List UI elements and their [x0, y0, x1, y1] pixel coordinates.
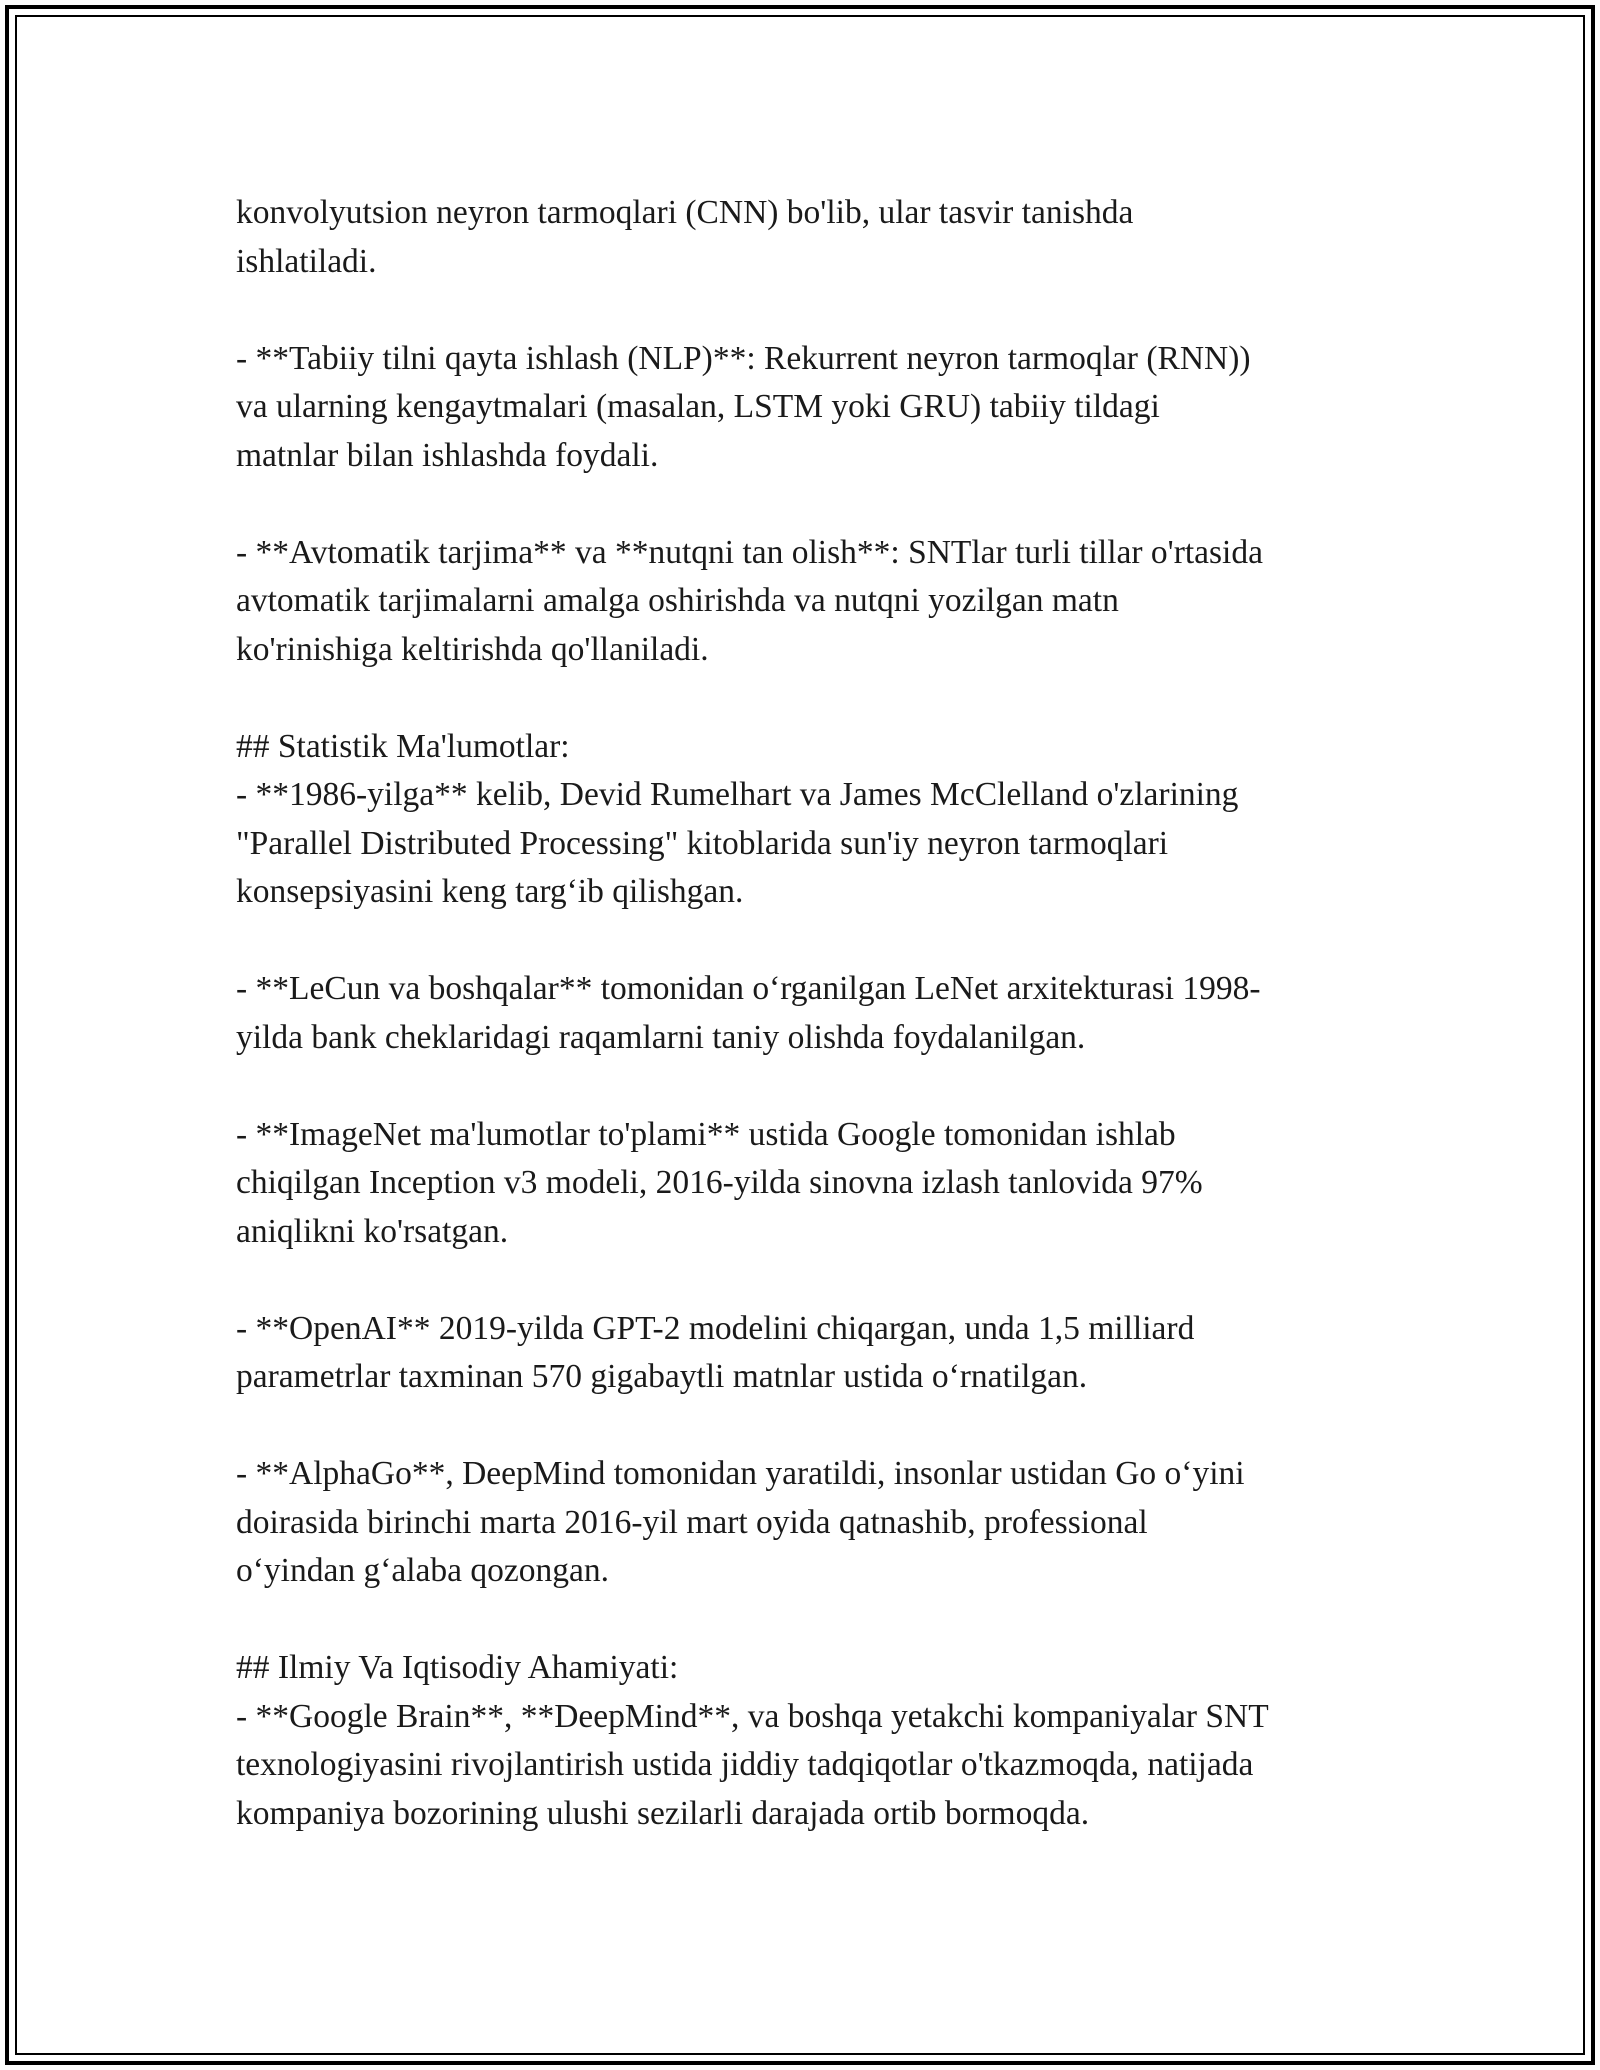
text-line: va ularning kengaytmalari (masalan, LSTM yoki GRU) tabiiy tildagi: [236, 388, 1160, 425]
section-heading: ## Ilmiy Va Iqtisodiy Ahamiyati:: [236, 1649, 679, 1686]
text-line: - **Tabiiy tilni qayta ishlash (NLP)**: Rekurrent neyron tarmoqlar (RNN)): [236, 339, 1251, 377]
text-line: - **OpenAI** 2019-yilda GPT-2 modelini chiqargan, unda 1,5 milliard: [236, 1309, 1195, 1347]
text-line: "Parallel Distributed Processing" kitoblarida sun'iy neyron tarmoqlari: [236, 824, 1169, 862]
list-item-lecun: [236, 965, 1376, 1062]
text-line: - **Avtomatik tarjima** va **nutqni tan olish**: SNTlar turli tillar o'rtasida: [236, 533, 1263, 571]
text-line: doirasida birinchi marta 2016-yil mart oyida qatnashib, professional: [236, 1503, 1148, 1541]
list-item-imagenet: [236, 1111, 1376, 1257]
text-line: yilda bank cheklaridagi raqamlarni taniy olishda foydalanilgan.: [236, 1018, 1086, 1056]
text-line: kompaniya bozorining ulushi sezilarli darajada ortib bormoqda.: [236, 1794, 1090, 1832]
document-body: [236, 189, 1376, 1838]
section-scientific-economic: [236, 1644, 1376, 1838]
text-line: aniqlikni ko'rsatgan.: [236, 1212, 509, 1250]
list-item-nlp: [236, 335, 1376, 481]
text-line: matnlar bilan ishlashda foydali.: [236, 436, 659, 474]
list-item-alphago: [236, 1450, 1376, 1596]
text-line: - **LeCun va boshqalar** tomonidan o‘rganilgan LeNet arxitekturasi 1998-: [236, 970, 1261, 1007]
text-line: chiqilgan Inception v3 modeli, 2016-yilda sinovna izlash tanlovida 97%: [236, 1164, 1203, 1201]
text-line: parametrlar taxminan 570 gigabaytli matnlar ustida o‘rnatilgan.: [236, 1358, 1088, 1395]
text-line: texnologiyasini rivojlantirish ustida jiddiy tadqiqotlar o'tkazmoqda, natijada: [236, 1746, 1254, 1783]
section-heading: ## Statistik Ma'lumotlar:: [236, 727, 570, 765]
text-line: - **1986-yilga** kelib, Devid Rumelhart va James McClelland o'zlarining: [236, 776, 1239, 813]
text-line: konsepsiyasini keng targ‘ib qilishgan.: [236, 873, 744, 910]
text-line: - **Google Brain**, **DeepMind**, va boshqa yetakchi kompaniyalar SNT: [236, 1697, 1269, 1735]
paragraph-cnn: [236, 189, 1376, 286]
text-line: - **ImageNet ma'lumotlar to'plami** ustida Google tomonidan ishlab: [236, 1115, 1176, 1153]
text-line: ko'rinishiga keltirishda qo'llaniladi.: [236, 630, 709, 668]
text-line: o‘yindan g‘alaba qozongan.: [236, 1552, 610, 1589]
list-item-openai: [236, 1305, 1376, 1402]
list-item-translation: [236, 529, 1376, 675]
section-statistics: [236, 723, 1376, 917]
text-line: avtomatik tarjimalarni amalga oshirishda va nutqni yozilgan matn: [236, 582, 1119, 619]
text-line: konvolyutsion neyron tarmoqlari (CNN) bo'lib, ular tasvir tanishda: [236, 194, 1134, 231]
text-line: - **AlphaGo**, DeepMind tomonidan yaratildi, insonlar ustidan Go o‘yini: [236, 1455, 1245, 1492]
text-line: ishlatiladi.: [236, 242, 377, 280]
